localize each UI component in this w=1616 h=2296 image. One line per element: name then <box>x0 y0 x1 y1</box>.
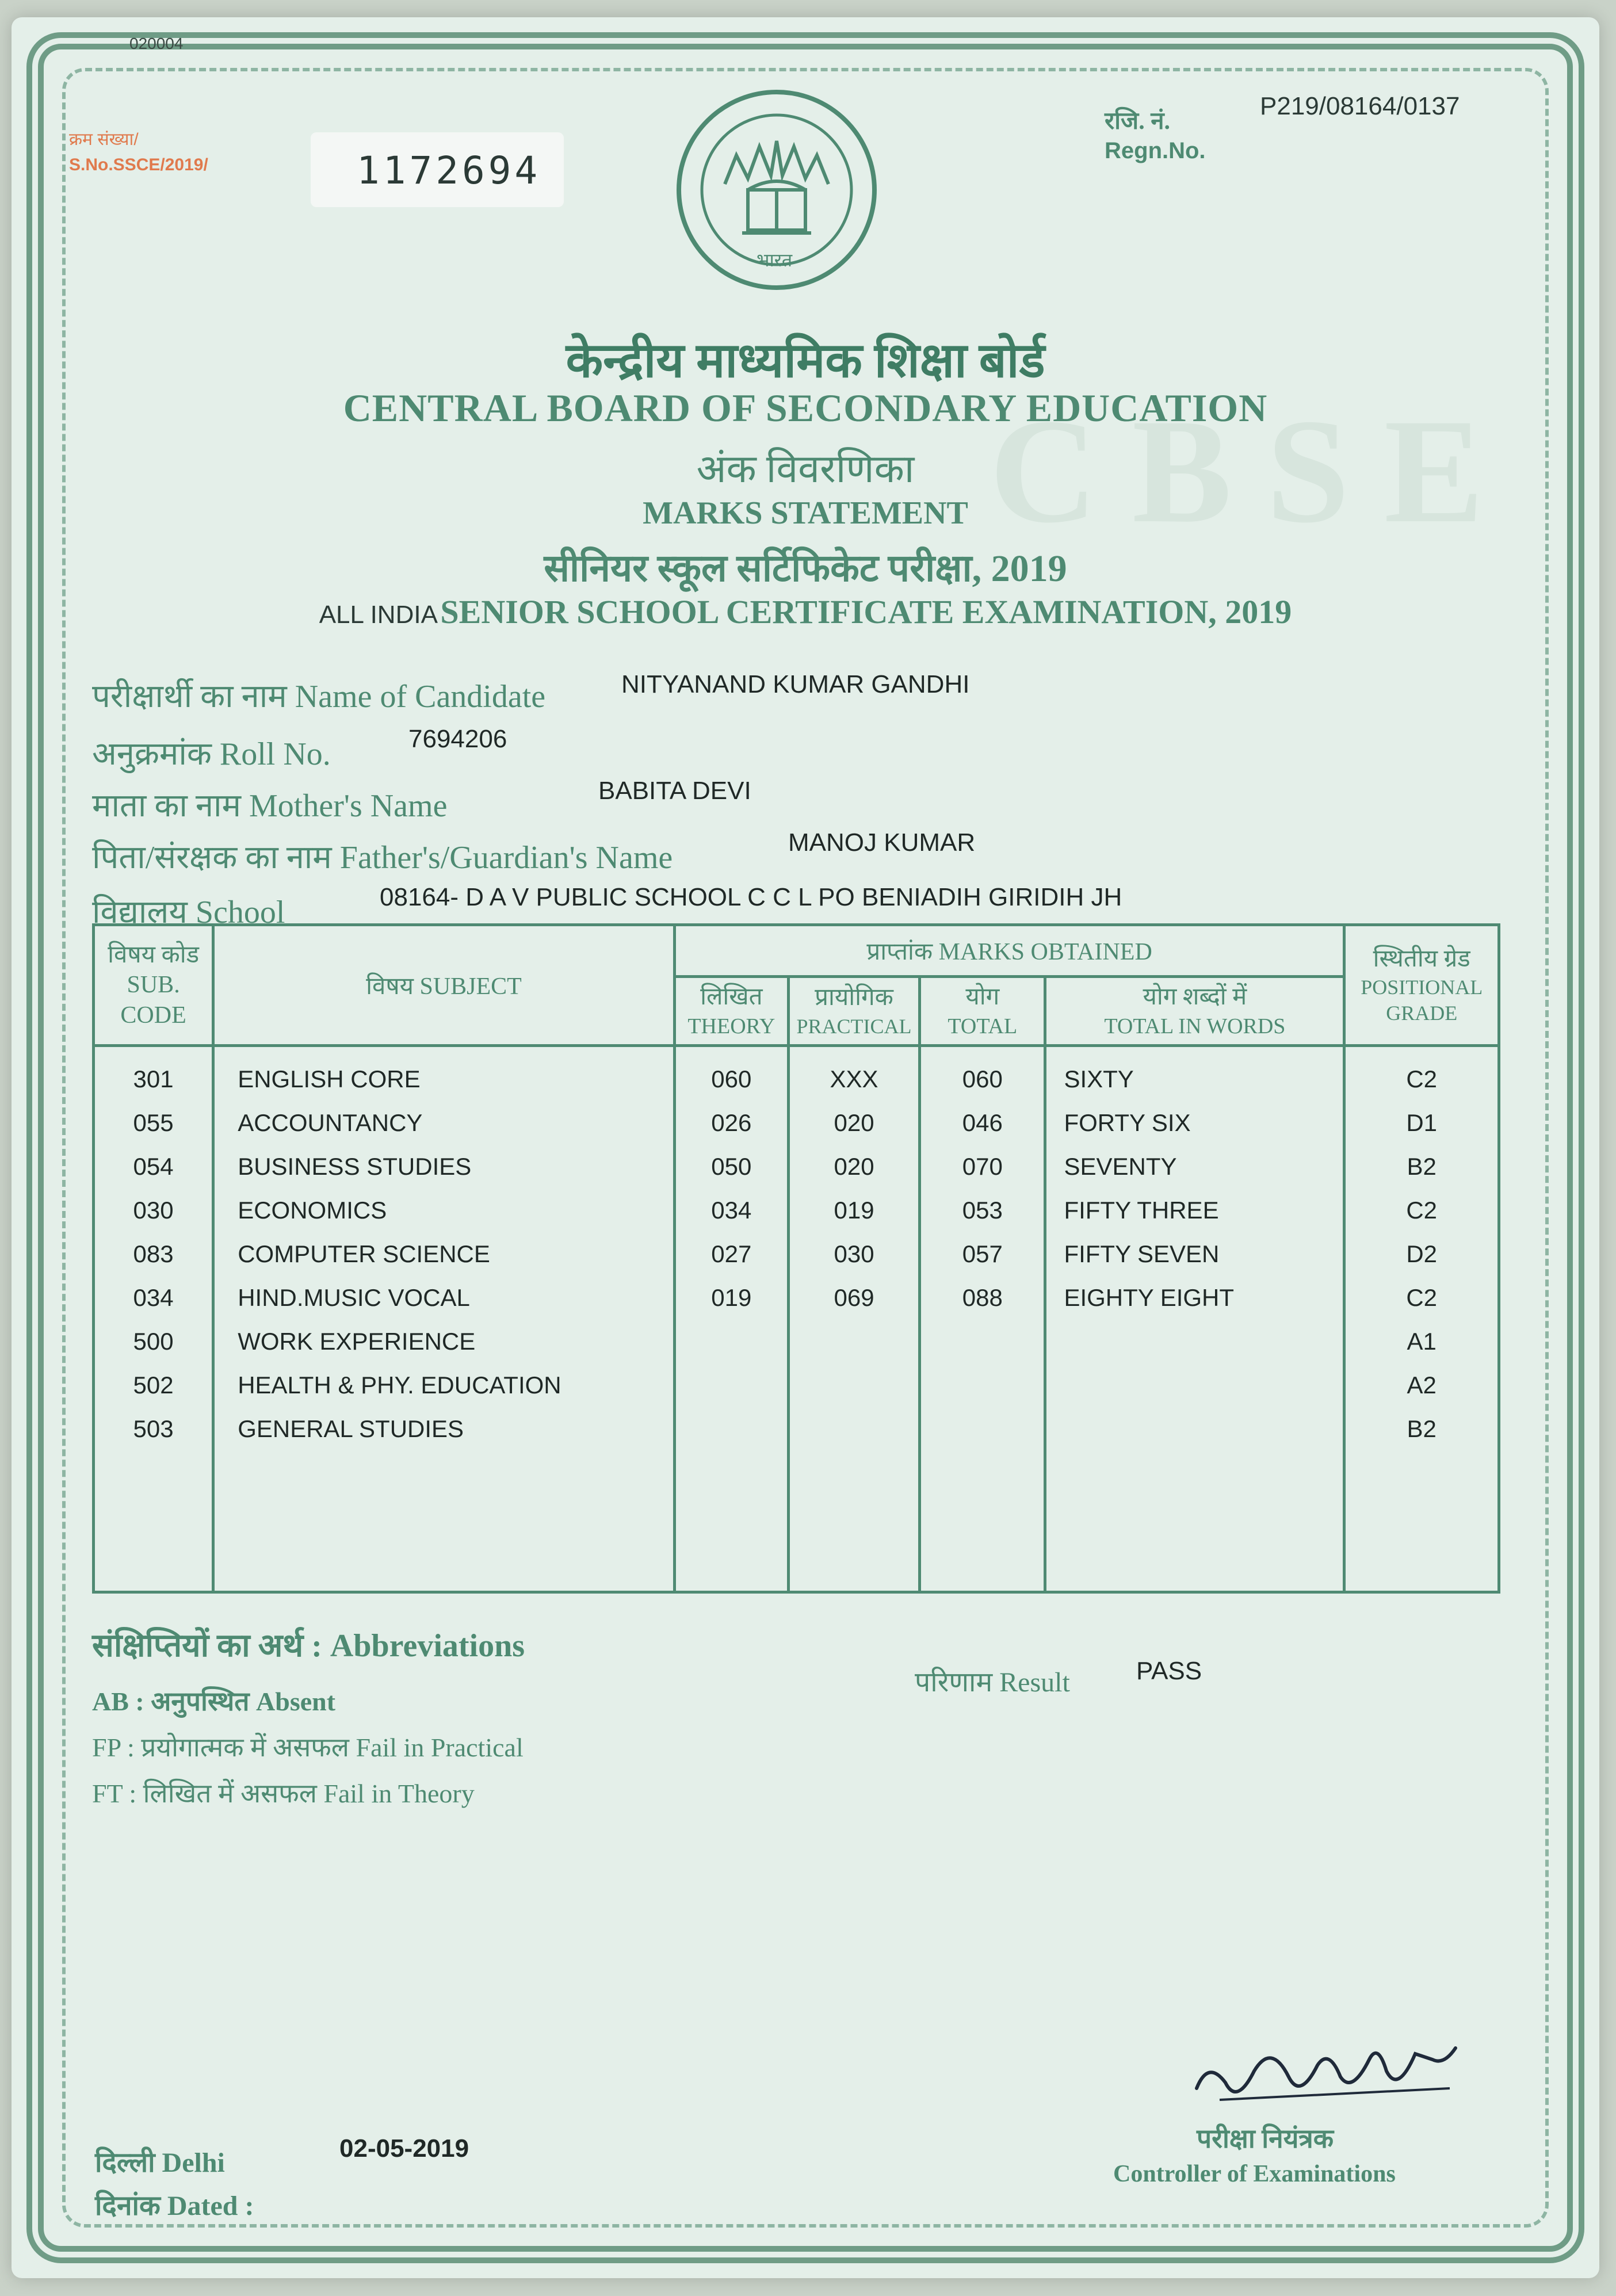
mother-name-label: माता का नाम Mother's Name <box>92 788 448 824</box>
col-header-total <box>920 977 1045 1046</box>
col-header-practical-en: PRACTICAL <box>796 1015 912 1038</box>
cell-practical: 019 <box>834 1197 874 1224</box>
cbse-logo-icon <box>673 86 880 293</box>
serial-label-hi: क्रम संख्या/ <box>69 130 139 149</box>
col-header-total-hi: योग <box>965 983 1000 1010</box>
theory-column <box>676 1057 787 1451</box>
cell-total: 088 <box>962 1284 1003 1311</box>
regn-label-en: Regn.No. <box>1105 138 1206 163</box>
cell-practical: 030 <box>834 1240 874 1267</box>
exam-prefix: ALL INDIA <box>319 601 438 629</box>
candidate-name-label: परीक्षार्थी का नाम Name of Candidate <box>92 679 546 715</box>
abbr-fail-theory: FT : लिखित में असफल Fail in Theory <box>92 1779 475 1808</box>
cell-total: 057 <box>962 1240 1003 1267</box>
cell-code: 301 <box>133 1065 174 1092</box>
col-header-theory-hi: लिखित <box>700 983 763 1010</box>
doc-title-hi: अंक विवरणिका <box>696 447 915 491</box>
col-header-marks: प्राप्तांक MARKS OBTAINED <box>674 925 1344 977</box>
cell-code: 034 <box>133 1284 174 1311</box>
cell-theory <box>676 1320 787 1363</box>
cell-theory: 050 <box>711 1153 752 1180</box>
marks-table <box>92 923 1500 1594</box>
col-header-practical <box>788 977 919 1046</box>
board-name-en: CENTRAL BOARD OF SECONDARY EDUCATION <box>343 386 1268 430</box>
cell-subject: ENGLISH CORE <box>238 1065 421 1092</box>
cell-words: SIXTY <box>1064 1065 1134 1092</box>
cell-code: 054 <box>133 1153 174 1180</box>
cell-practical <box>790 1320 918 1363</box>
col-header-code-en2: CODE <box>120 1002 186 1029</box>
cell-total <box>921 1407 1044 1451</box>
father-name-label: पिता/संरक्षक का नाम Father's/Guardian's Name <box>92 840 673 876</box>
cell-code: 500 <box>133 1328 174 1355</box>
abbr-absent: AB : अनुपस्थित Absent <box>92 1687 336 1716</box>
result-label: परिणाम Result <box>915 1667 1070 1698</box>
cell-words: FORTY SIX <box>1064 1109 1191 1136</box>
col-header-grade-hi: स्थितीय ग्रेड <box>1373 946 1470 973</box>
grade-column <box>1346 1057 1497 1451</box>
cell-subject: GENERAL STUDIES <box>238 1415 464 1442</box>
cell-grade: D2 <box>1406 1240 1438 1267</box>
practical-column <box>790 1057 918 1451</box>
cell-subject: COMPUTER SCIENCE <box>238 1240 490 1267</box>
cell-practical <box>790 1407 918 1451</box>
cell-words: FIFTY SEVEN <box>1064 1240 1220 1267</box>
subject-column <box>238 1057 673 1451</box>
cell-theory: 034 <box>711 1197 752 1224</box>
cell-theory: 026 <box>711 1109 752 1136</box>
col-header-practical-hi: प्रायोगिक <box>815 984 893 1011</box>
cell-code: 030 <box>133 1197 174 1224</box>
serial-top: 020004 <box>129 35 184 52</box>
cell-total: 060 <box>962 1065 1003 1092</box>
cell-subject: ACCOUNTANCY <box>238 1109 423 1136</box>
roll-number: 7694206 <box>408 725 507 753</box>
cell-subject: BUSINESS STUDIES <box>238 1153 472 1180</box>
cell-practical <box>790 1363 918 1407</box>
cell-grade: C2 <box>1406 1197 1438 1224</box>
cell-words <box>1064 1407 1343 1451</box>
cell-grade: D1 <box>1406 1109 1438 1136</box>
cell-subject: ECONOMICS <box>238 1197 387 1224</box>
cell-total <box>921 1363 1044 1407</box>
marks-statement-sheet <box>12 17 1599 2278</box>
controller-label-hi: परीक्षा नियंत्रक <box>1197 2124 1334 2153</box>
school-label: विद्यालय School <box>92 895 285 930</box>
serial-number: 1172694 <box>357 148 541 193</box>
serial-label-en: S.No.SSCE/2019/ <box>69 155 208 174</box>
abbr-fail-practical: FP : प्रयोगात्मक में असफल Fail in Practical <box>92 1733 524 1762</box>
cell-words <box>1064 1320 1343 1363</box>
cell-subject: HIND.MUSIC VOCAL <box>238 1284 470 1311</box>
cell-theory: 060 <box>711 1065 752 1092</box>
watermark-text: CBSE <box>990 388 1519 554</box>
col-header-grade-en2: GRADE <box>1386 1001 1458 1025</box>
abbreviations-title: संक्षिप्तियों का अर्थ : Abbreviations <box>92 1628 525 1664</box>
cell-total <box>921 1320 1044 1363</box>
cell-words: FIFTY THREE <box>1064 1197 1219 1224</box>
exam-name-en: SENIOR SCHOOL CERTIFICATE EXAMINATION, 2019 <box>440 593 1292 631</box>
cell-grade: C2 <box>1406 1284 1438 1311</box>
cell-practical: 020 <box>834 1109 874 1136</box>
total-column <box>921 1057 1044 1451</box>
col-header-code-en1: SUB. <box>127 972 180 999</box>
cell-code: 083 <box>133 1240 174 1267</box>
controller-label-en: Controller of Examinations <box>1113 2161 1396 2187</box>
dated-label: दिनांक Dated : <box>95 2191 254 2221</box>
regn-label-hi: रजि. नं. <box>1105 108 1171 135</box>
candidate-name: NITYANAND KUMAR GANDHI <box>621 670 970 698</box>
cell-words: SEVENTY <box>1064 1153 1177 1180</box>
cell-grade: B2 <box>1407 1153 1437 1180</box>
result-value: PASS <box>1136 1657 1202 1685</box>
col-header-theory-en: THEORY <box>687 1014 775 1039</box>
cell-practical: 069 <box>834 1284 874 1311</box>
mother-name: BABITA DEVI <box>598 777 751 805</box>
roll-label: अनुक्रमांक Roll No. <box>92 736 331 772</box>
board-name-hi: केन्द्रीय माध्यमिक शिक्षा बोर्ड <box>566 334 1045 388</box>
cell-subject: HEALTH & PHY. EDUCATION <box>238 1372 561 1399</box>
col-header-grade <box>1344 925 1499 1046</box>
col-header-words-hi: योग शब्दों में <box>1143 983 1247 1010</box>
col-header-words <box>1045 977 1344 1046</box>
code-column <box>95 1057 212 1451</box>
issue-date: 02-05-2019 <box>339 2134 469 2163</box>
cell-theory: 019 <box>711 1284 752 1311</box>
col-header-theory <box>674 977 788 1046</box>
col-header-total-en: TOTAL <box>948 1014 1018 1039</box>
cell-theory <box>676 1363 787 1407</box>
words-column <box>1064 1057 1343 1451</box>
col-header-grade-en1: POSITIONAL <box>1361 975 1483 999</box>
place-label: दिल्ली Delhi <box>95 2148 225 2178</box>
col-header-code-hi: विषय कोड <box>108 941 200 968</box>
cell-words: EIGHTY EIGHT <box>1064 1284 1235 1311</box>
signature-icon <box>1185 2025 1461 2117</box>
col-header-subject: विषय SUBJECT <box>213 925 675 1046</box>
cell-code: 055 <box>133 1109 174 1136</box>
cell-total: 046 <box>962 1109 1003 1136</box>
cell-grade: C2 <box>1406 1065 1438 1092</box>
col-header-code <box>94 925 213 1046</box>
cell-code: 503 <box>133 1415 174 1442</box>
exam-name-hi: सीनियर स्कूल सर्टिफिकेट परीक्षा, 2019 <box>544 548 1067 590</box>
cell-practical: XXX <box>830 1065 878 1092</box>
cell-practical: 020 <box>834 1153 874 1180</box>
cell-code: 502 <box>133 1372 174 1399</box>
logo-text: भारत <box>757 250 793 270</box>
regn-number: P219/08164/0137 <box>1260 92 1460 120</box>
cell-grade: B2 <box>1407 1415 1437 1442</box>
father-name: MANOJ KUMAR <box>788 828 976 857</box>
school-name: 08164- D A V PUBLIC SCHOOL C C L PO BENIADIH GIRIDIH JH <box>380 883 1122 911</box>
cell-total: 070 <box>962 1153 1003 1180</box>
cell-grade: A2 <box>1407 1372 1437 1399</box>
cell-words <box>1064 1363 1343 1407</box>
col-header-words-en: TOTAL IN WORDS <box>1104 1014 1286 1039</box>
cell-subject: WORK EXPERIENCE <box>238 1328 476 1355</box>
cell-total: 053 <box>962 1197 1003 1224</box>
cell-grade: A1 <box>1407 1328 1437 1355</box>
doc-title-en: MARKS STATEMENT <box>643 495 968 531</box>
cell-theory <box>676 1407 787 1451</box>
cell-theory: 027 <box>711 1240 752 1267</box>
